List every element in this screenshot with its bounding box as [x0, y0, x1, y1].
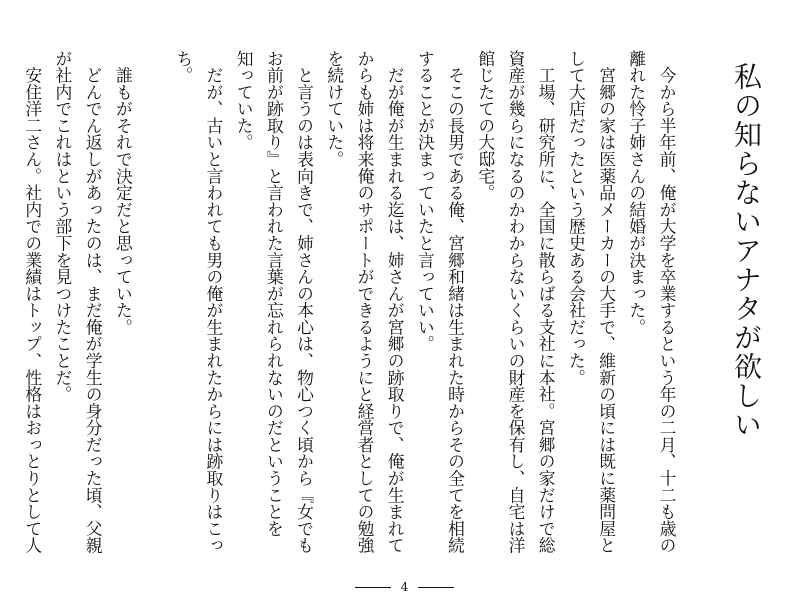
- text-line: 誰もがそれで決定だと思っていた。: [113, 50, 134, 336]
- text-line: どんでん返しがあったのは、まだ俺が学生の身分だった頃、父親: [83, 50, 104, 554]
- chapter-title: 私の知らないアナタが欲しい: [730, 62, 763, 439]
- text-line: 離れた怜子姉さんの結婚が決まった。: [626, 50, 647, 336]
- text-line: 今から半年前、俺が大学を卒業するという年の二月、十二も歳の: [657, 50, 677, 554]
- text-line: お前が跡取り』と言われた言葉が忘れられないのだということを: [264, 50, 285, 537]
- text-line: ち。: [173, 50, 194, 84]
- text-line: 資産が幾らになるのかわからないくらいの財産を保有し、自宅は洋: [505, 50, 526, 554]
- text-line: からも姉は将来俺のサポートができるようにと経営者としての勉強: [354, 50, 375, 554]
- text-line: と言うのは表向きで、姉さんの本心は、物心つく頃から『女でも: [294, 50, 315, 554]
- text-line: が社内でこれはという部下を見つけたことだ。: [52, 50, 73, 403]
- blank-line: [138, 50, 168, 570]
- text-line: を続けていた。: [324, 50, 345, 168]
- text-line: だが、古いと言われても男の俺が生まれたからには跡取りはこっ: [203, 50, 224, 554]
- text-line: 工場、研究所に、全国に散らばる支社に本社。宮郷の家だけで総: [536, 50, 557, 554]
- page-footer: [0, 577, 809, 597]
- text-line: することが決まっていたと言っていい。: [415, 50, 436, 353]
- text-line: 知っていた。: [234, 50, 255, 151]
- text-line: そこの長男である俺、宮郷和緒は生まれた時からその全てを相続: [445, 50, 466, 554]
- footer-rule-left: [355, 587, 391, 588]
- page-number: 4: [400, 580, 409, 594]
- text-line: して大店だったという歴史ある会社だった。: [566, 50, 587, 386]
- body-text: [22, 50, 682, 570]
- footer-rule-right: [418, 587, 454, 588]
- text-line: 安住洋二さん。社内での業績はトップ、性格はおっとりとして人: [22, 50, 43, 554]
- text-line: 館じたての大邸宅。: [475, 50, 496, 202]
- text-line: 宮郷の家は医薬品メーカーの大手で、維新の頃には既に薬問屋と: [596, 50, 617, 554]
- text-line: だが俺が生まれる迄は、姉さんが宮郷の跡取りで、俺が生まれて: [385, 50, 406, 554]
